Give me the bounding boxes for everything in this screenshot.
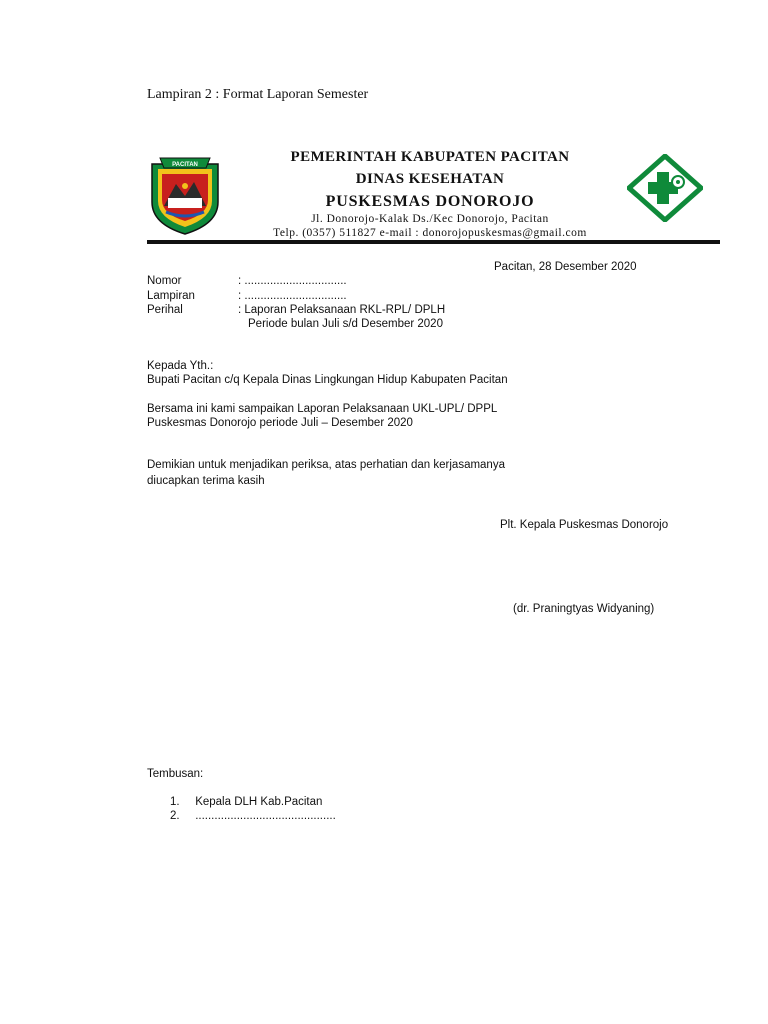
header-institution: PUSKESMAS DONOROJO	[325, 193, 535, 210]
letter-date: Pacitan, 28 Desember 2020	[494, 261, 637, 273]
list-item	[170, 796, 322, 808]
header-government: PEMERINTAH KABUPATEN PACITAN	[290, 149, 570, 165]
header-contact: Telp. (0357) 511827 e-mail : donorojopuskesmas@gmail.com	[273, 227, 587, 239]
field-value-perihal-period: Periode bulan Juli s/d Desember 2020	[248, 318, 443, 330]
recipient-name: Bupati Pacitan c/q Kepala Dinas Lingkungan Hidup Kabupaten Pacitan	[147, 374, 508, 386]
field-value-nomor: : ................................	[238, 275, 347, 287]
attachment-heading: Lampiran 2 : Format Laporan Semester	[147, 87, 369, 102]
regency-emblem-icon	[148, 154, 222, 236]
list-number: 2.	[170, 810, 180, 822]
header-address: Jl. Donorojo-Kalak Ds./Kec Donorojo, Pacitan	[311, 213, 549, 225]
tembusan-label: Tembusan:	[147, 768, 204, 780]
body-paragraph-2-line-1: Demikian untuk menjadikan periksa, atas perhatian dan kerjasamanya	[147, 459, 505, 471]
list-text: ............................................	[195, 810, 336, 822]
field-label-lampiran: Lampiran	[147, 290, 195, 302]
field-value-lampiran: : ................................	[238, 290, 347, 302]
puskesmas-logo-icon	[627, 154, 703, 222]
body-paragraph-2-line-2: diucapkan terima kasih	[147, 475, 265, 487]
list-number: 1.	[170, 796, 180, 808]
field-value-perihal: : Laporan Pelaksanaan RKL-RPL/ DPLH	[238, 304, 446, 316]
signer-name: (dr. Praningtyas Widyaning)	[513, 603, 655, 615]
signer-title: Plt. Kepala Puskesmas Donorojo	[500, 519, 669, 531]
body-paragraph-1-line-2: Puskesmas Donorojo periode Juli – Desember 2020	[147, 417, 413, 429]
field-label-nomor: Nomor	[147, 275, 182, 287]
svg-text:PACITAN: PACITAN	[172, 162, 198, 168]
list-item	[170, 810, 336, 822]
header-divider	[147, 240, 720, 244]
header-department: DINAS KESEHATAN	[355, 171, 505, 187]
body-paragraph-1-line-1: Bersama ini kami sampaikan Laporan Pelaksanaan UKL-UPL/ DPPL	[147, 403, 498, 415]
recipient-greeting: Kepada Yth.:	[147, 360, 214, 372]
list-text: Kepala DLH Kab.Pacitan	[195, 796, 323, 808]
field-label-perihal: Perihal	[147, 304, 183, 316]
